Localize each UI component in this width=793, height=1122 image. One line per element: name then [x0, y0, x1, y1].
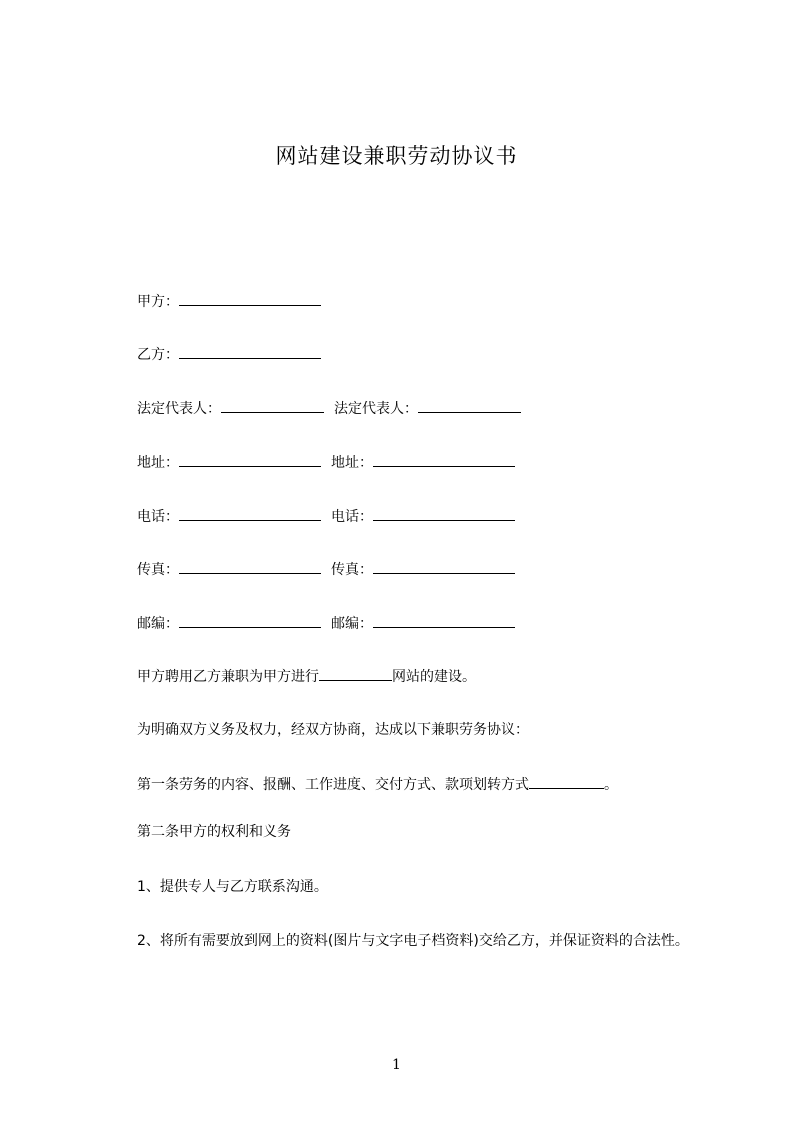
address-line	[137, 452, 515, 473]
hire-statement	[137, 666, 476, 687]
article-1-blank	[529, 774, 604, 789]
hire-prefix: 甲方聘用乙方兼职为甲方进行	[137, 669, 319, 685]
article-2-title-text: 第二条甲方的权利和义务	[137, 824, 291, 840]
party-a-label: 甲方：	[137, 294, 179, 310]
fax-blank-b	[373, 559, 515, 574]
fax-label-a: 传真：	[137, 562, 179, 578]
postcode-line	[137, 613, 515, 634]
legal-rep-blank-b	[418, 398, 521, 413]
party-b-line	[137, 344, 321, 365]
postcode-blank-a	[179, 613, 321, 628]
article-2-title	[137, 822, 291, 842]
article-1-suffix: 。	[604, 777, 618, 793]
article-1-text: 第一条劳务的内容、报酬、工作进度、交付方式、款项划转方式	[137, 777, 529, 793]
legal-rep-line	[137, 398, 521, 419]
purpose-text: 为明确双方义务及权力，经双方协商，达成以下兼职劳务协议：	[137, 722, 529, 738]
party-b-label: 乙方：	[137, 347, 179, 363]
address-blank-b	[373, 452, 515, 467]
party-a-line	[137, 291, 321, 312]
legal-rep-label-b: 法定代表人：	[334, 401, 418, 417]
postcode-label-a: 邮编：	[137, 616, 179, 632]
document-title: 网站建设兼职劳动协议书	[275, 144, 518, 168]
phone-label-a: 电话：	[137, 509, 179, 525]
fax-label-b: 传真：	[331, 562, 373, 578]
phone-label-b: 电话：	[331, 509, 373, 525]
purpose-statement	[137, 720, 529, 740]
address-label-b: 地址：	[331, 455, 373, 471]
postcode-label-b: 邮编：	[331, 616, 373, 632]
legal-rep-label-a: 法定代表人：	[137, 401, 221, 417]
phone-line	[137, 506, 515, 527]
fax-line	[137, 559, 515, 580]
party-b-blank	[179, 344, 321, 359]
party-a-blank	[179, 291, 321, 306]
item-1-text: 1、提供专人与乙方联系沟通。	[137, 879, 328, 895]
phone-blank-b	[373, 506, 515, 521]
hire-suffix: 网站的建设。	[392, 669, 476, 685]
postcode-blank-b	[373, 613, 515, 628]
item-1	[137, 877, 328, 897]
address-label-a: 地址：	[137, 455, 179, 471]
legal-rep-blank-a	[221, 398, 324, 413]
page-number: 1	[392, 1057, 401, 1073]
fax-blank-a	[179, 559, 321, 574]
website-name-blank	[319, 666, 392, 681]
phone-blank-a	[179, 506, 321, 521]
address-blank-a	[179, 452, 321, 467]
article-1	[137, 774, 618, 795]
item-2: 2、将所有需要放到网上的资料(图片与文字电子档资料)交给乙方，并保证资料的合法性。	[137, 933, 689, 949]
